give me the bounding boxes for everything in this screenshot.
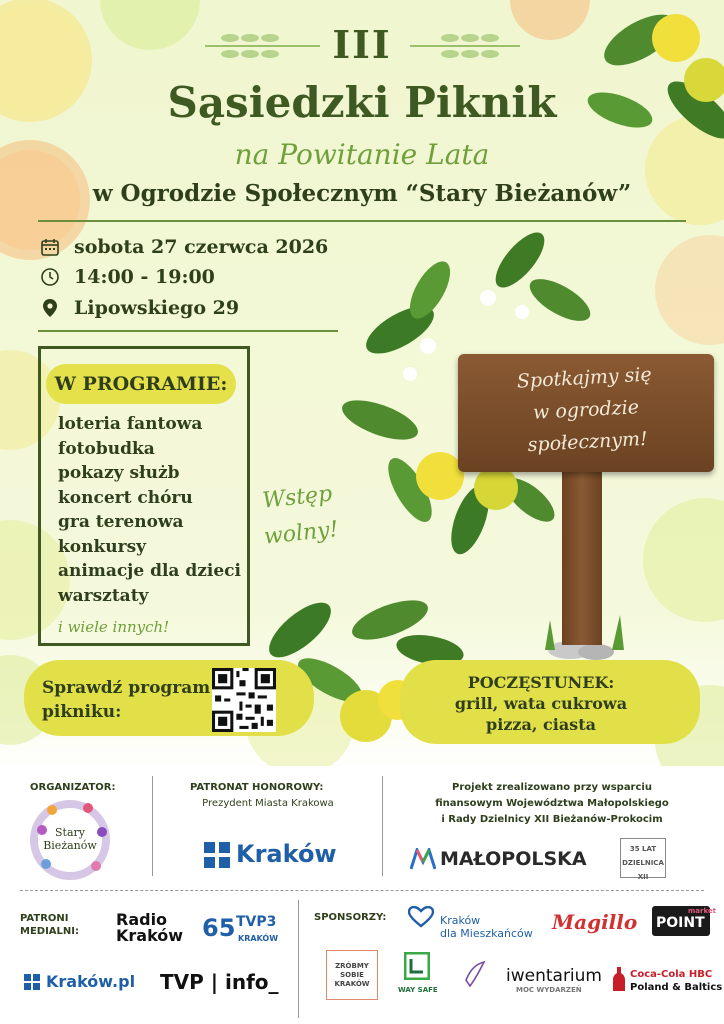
tvp3-sub: KRAKÓW [238, 934, 279, 943]
program-item: konkursy [58, 536, 147, 557]
media-patrons-label [20, 912, 79, 938]
sign-post [562, 470, 602, 645]
program-item: fotobudka [58, 438, 155, 459]
tvp3-number: 65 [202, 914, 236, 942]
check-line-2: pikniku: [42, 702, 122, 722]
malopolska-logo-text: MAŁOPOLSKA [440, 848, 587, 870]
km-line-2: dla Mieszkańców [440, 927, 533, 940]
patronage-name: Prezydent Miasta Krakowa [202, 798, 334, 809]
km-line-1: Kraków [440, 914, 481, 927]
radio-line-1: Radio [116, 910, 168, 929]
dzielnica-line-1: 35 LAT [629, 845, 657, 853]
program-item: animacje dla dzieci [58, 561, 241, 581]
sign-line-2: w ogrodzie [532, 396, 640, 424]
project-line-1: Projekt zrealizowano przy wsparciu [452, 782, 652, 793]
entry-free-text [258, 476, 340, 555]
clock-icon [40, 267, 60, 287]
calendar-icon [40, 237, 60, 257]
zrobmy-line-2: SOBIE [340, 971, 364, 979]
footer-divider [382, 776, 383, 876]
way-safe-logo-text: WAY SAFE [398, 986, 438, 994]
krakow-logo-icon [204, 842, 230, 868]
magillo-logo: Magillo [552, 910, 638, 934]
market-point-small: market [688, 907, 717, 915]
organizer-logo-text [40, 826, 100, 852]
dzielnica-logo-text [620, 842, 666, 884]
way-safe-logo-icon [404, 952, 430, 980]
krakowpl-logo-icon [24, 974, 40, 990]
info-time-row [40, 263, 215, 291]
refreshments-heading: POCZĘSTUNEK: [467, 673, 615, 692]
organizer-logo-line-2: Bieżanów [43, 839, 97, 852]
entry-line-2: wolny! [262, 517, 340, 550]
event-subtitle: w Ogrodzie Społecznym “Stary Bieżanów” [92, 180, 632, 207]
footer-divider [298, 900, 299, 1018]
heart-logo-icon [408, 906, 434, 928]
event-address: Lipowskiego 29 [74, 297, 240, 319]
program-item: gra terenowa [58, 512, 184, 532]
patronage-label: PATRONAT HONOROWY: [190, 782, 324, 793]
radio-krakow-logo [116, 912, 183, 944]
refreshments-line-2: pizza, ciasta [486, 715, 596, 734]
check-line-1: Sprawdź program [42, 678, 211, 698]
zrobmy-line-3: KRAKÓW [334, 980, 370, 988]
coca-line-1: Coca-Cola HBC [630, 969, 713, 980]
iwentarium-sub: MOC WYDARZEŃ [516, 986, 582, 994]
malopolska-logo-icon [410, 848, 436, 870]
program-item: pokazy służb [58, 463, 180, 483]
info-divider [38, 330, 338, 332]
program-heading: W PROGRAMIE: [46, 364, 236, 404]
iwentarium-logo: iwentarium [506, 966, 602, 986]
krakow-dla-mieszkancow-logo [440, 914, 533, 940]
refreshments-line-1: grill, wata cukrowa [454, 694, 628, 713]
program-list [58, 412, 241, 608]
coca-cola-logo [630, 968, 722, 994]
dzielnica-line-2: DZIELNICA XII [622, 859, 664, 881]
entry-line-1: Wstęp [261, 481, 334, 514]
zrobmy-logo-text [326, 962, 378, 989]
program-item: warsztaty [58, 585, 149, 606]
edition-number: III [332, 22, 392, 67]
krakowpl-logo: Kraków.pl [46, 972, 136, 991]
bird-logo-icon [464, 960, 486, 990]
program-item: loteria fantowa [58, 414, 203, 434]
media-label-line-1: PATRONI [20, 913, 69, 924]
location-pin-icon [40, 298, 60, 318]
program-more: i wiele innych! [58, 618, 170, 636]
sign-line-1: Spotkajmy się [516, 363, 653, 393]
footer-dashed-divider [20, 890, 704, 891]
sponsors-label: SPONSORZY: [314, 912, 387, 923]
organizer-label: ORGANIZATOR: [30, 782, 116, 793]
project-text [392, 780, 712, 828]
event-date: sobota 27 czerwca 2026 [74, 236, 329, 258]
project-line-3: i Rady Dzielnicy XII Bieżanów-Prokocim [441, 814, 663, 825]
project-line-2: finansowym Województwa Małopolskiego [435, 798, 669, 809]
organizer-logo-line-1: Stary [55, 826, 85, 839]
footer-divider [152, 776, 153, 876]
tvp-info-logo: TVP | info_ [160, 970, 279, 994]
sign-line-3: społecznym! [527, 427, 649, 457]
refreshments-text [440, 672, 642, 735]
bottle-icon [612, 966, 626, 992]
market-point-text: POINT [656, 915, 705, 931]
info-address-row [40, 294, 239, 322]
tvp3-logo: TVP3 [236, 914, 277, 930]
krakow-logo-text: Kraków [236, 840, 337, 868]
info-date-row [40, 233, 328, 261]
event-title: Sąsiedzki Piknik [167, 78, 557, 127]
qr-code-icon[interactable] [212, 668, 276, 732]
event-script-line: na Powitanie Lata [234, 138, 490, 171]
event-time: 14:00 - 19:00 [74, 266, 215, 288]
zrobmy-line-1: ZRÓBMY [335, 962, 369, 970]
media-label-line-2: MEDIALNI: [20, 926, 80, 937]
check-program-text [42, 676, 210, 724]
radio-line-2: Kraków [116, 926, 184, 945]
program-item: koncert chóru [58, 487, 193, 508]
coca-line-2: Poland & Baltics [630, 982, 723, 993]
sign-text [460, 356, 713, 465]
header-divider [38, 220, 686, 222]
